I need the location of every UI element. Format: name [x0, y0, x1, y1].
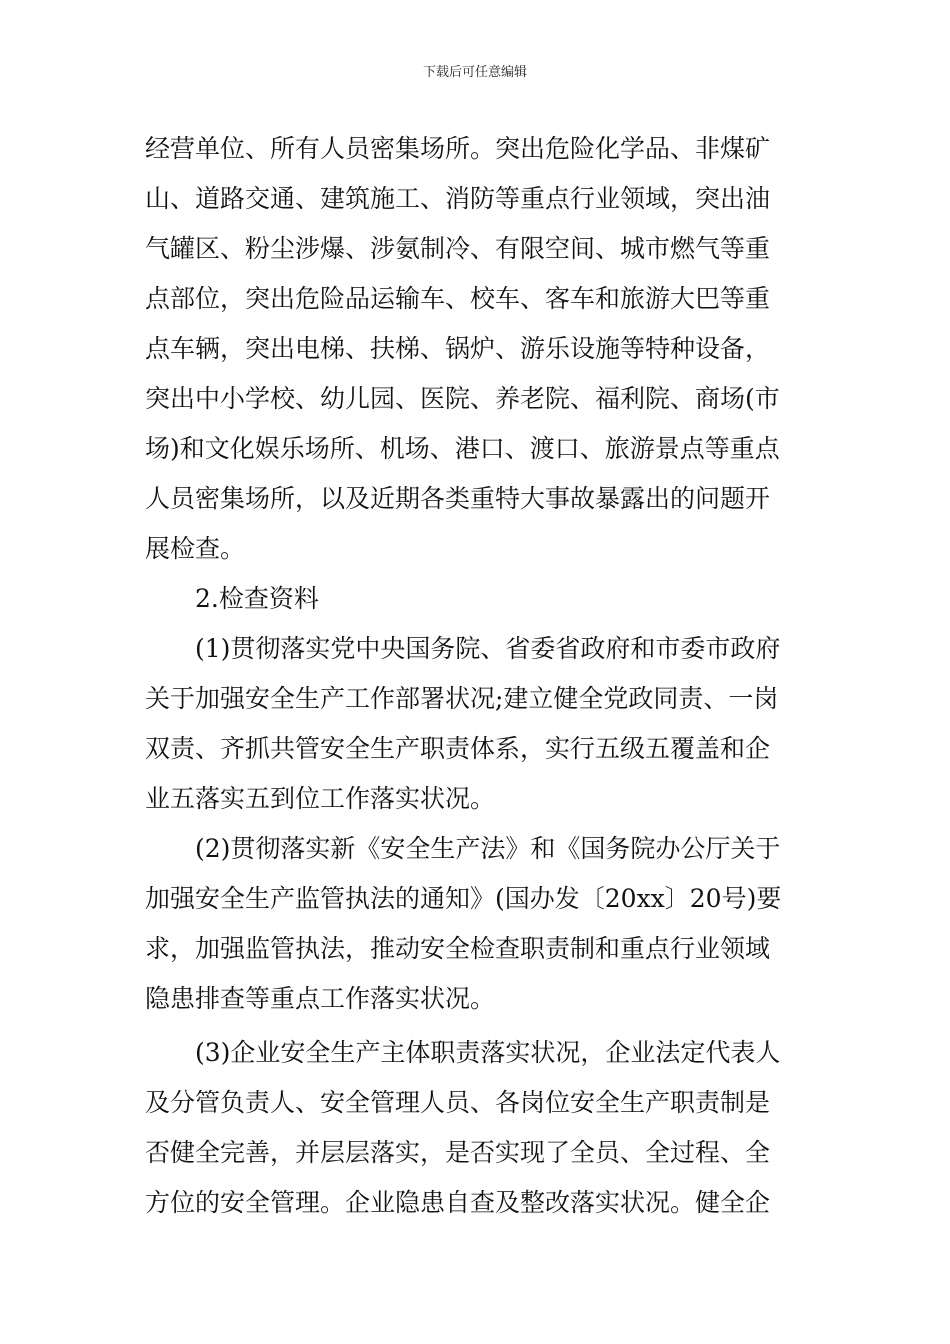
text-line: (1)贯彻落实党中央国务院、省委省政府和市委市政府 [195, 634, 781, 663]
text-line: 点部位，突出危险品运输车、校车、客车和旅游大巴等重 [145, 284, 771, 313]
text-line: 突出中小学校、幼儿园、医院、养老院、福利院、商场(市 [145, 384, 780, 413]
text-line: 业五落实五到位工作落实状况。 [145, 784, 496, 813]
text-line: 及分管负责人、安全管理人员、各岗位安全生产职责制是 [145, 1088, 771, 1117]
paragraph-continuation [145, 124, 809, 574]
text-line: (2)贯彻落实新《安全生产法》和《国务院办公厅关于 [195, 834, 781, 863]
text-line: 关于加强安全生产工作部署状况;建立健全党政同责、一岗 [145, 684, 779, 713]
paragraph-item-2 [145, 824, 809, 1024]
text-line: 加强安全生产监管执法的通知》(国办发〔20xx〕20号)要 [145, 884, 782, 913]
text-line: (3)企业安全生产主体职责落实状况，企业法定代表人 [195, 1038, 781, 1067]
text-line: 山、道路交通、建筑施工、消防等重点行业领域，突出油 [145, 184, 771, 213]
page-header: 下载后可任意编辑 [422, 65, 527, 80]
text-line: 2.检查资料 [195, 584, 319, 613]
text-line: 气罐区、粉尘涉爆、涉氨制冷、有限空间、城市燃气等重 [145, 234, 771, 263]
text-line: 隐患排查等重点工作落实状况。 [145, 984, 496, 1013]
document-body [145, 124, 809, 1228]
text-line: 求，加强监管执法，推动安全检查职责制和重点行业领域 [145, 934, 771, 963]
paragraph-item-3 [145, 1028, 809, 1228]
text-line: 双责、齐抓共管安全生产职责体系，实行五级五覆盖和企 [145, 734, 771, 763]
text-line: 人员密集场所，以及近期各类重特大事故暴露出的问题开 [145, 484, 771, 513]
paragraph-item-1 [145, 624, 809, 824]
text-line: 经营单位、所有人员密集场所。突出危险化学品、非煤矿 [145, 134, 771, 163]
section-heading [145, 574, 809, 624]
text-line: 场)和文化娱乐场所、机场、港口、渡口、旅游景点等重点 [145, 434, 780, 463]
text-line: 方位的安全管理。企业隐患自查及整改落实状况。健全企 [145, 1188, 771, 1217]
text-line: 点车辆，突出电梯、扶梯、锅炉、游乐设施等特种设备， [145, 334, 771, 363]
text-line: 展检查。 [145, 534, 246, 563]
text-line: 否健全完善，并层层落实，是否实现了全员、全过程、全 [145, 1138, 771, 1167]
